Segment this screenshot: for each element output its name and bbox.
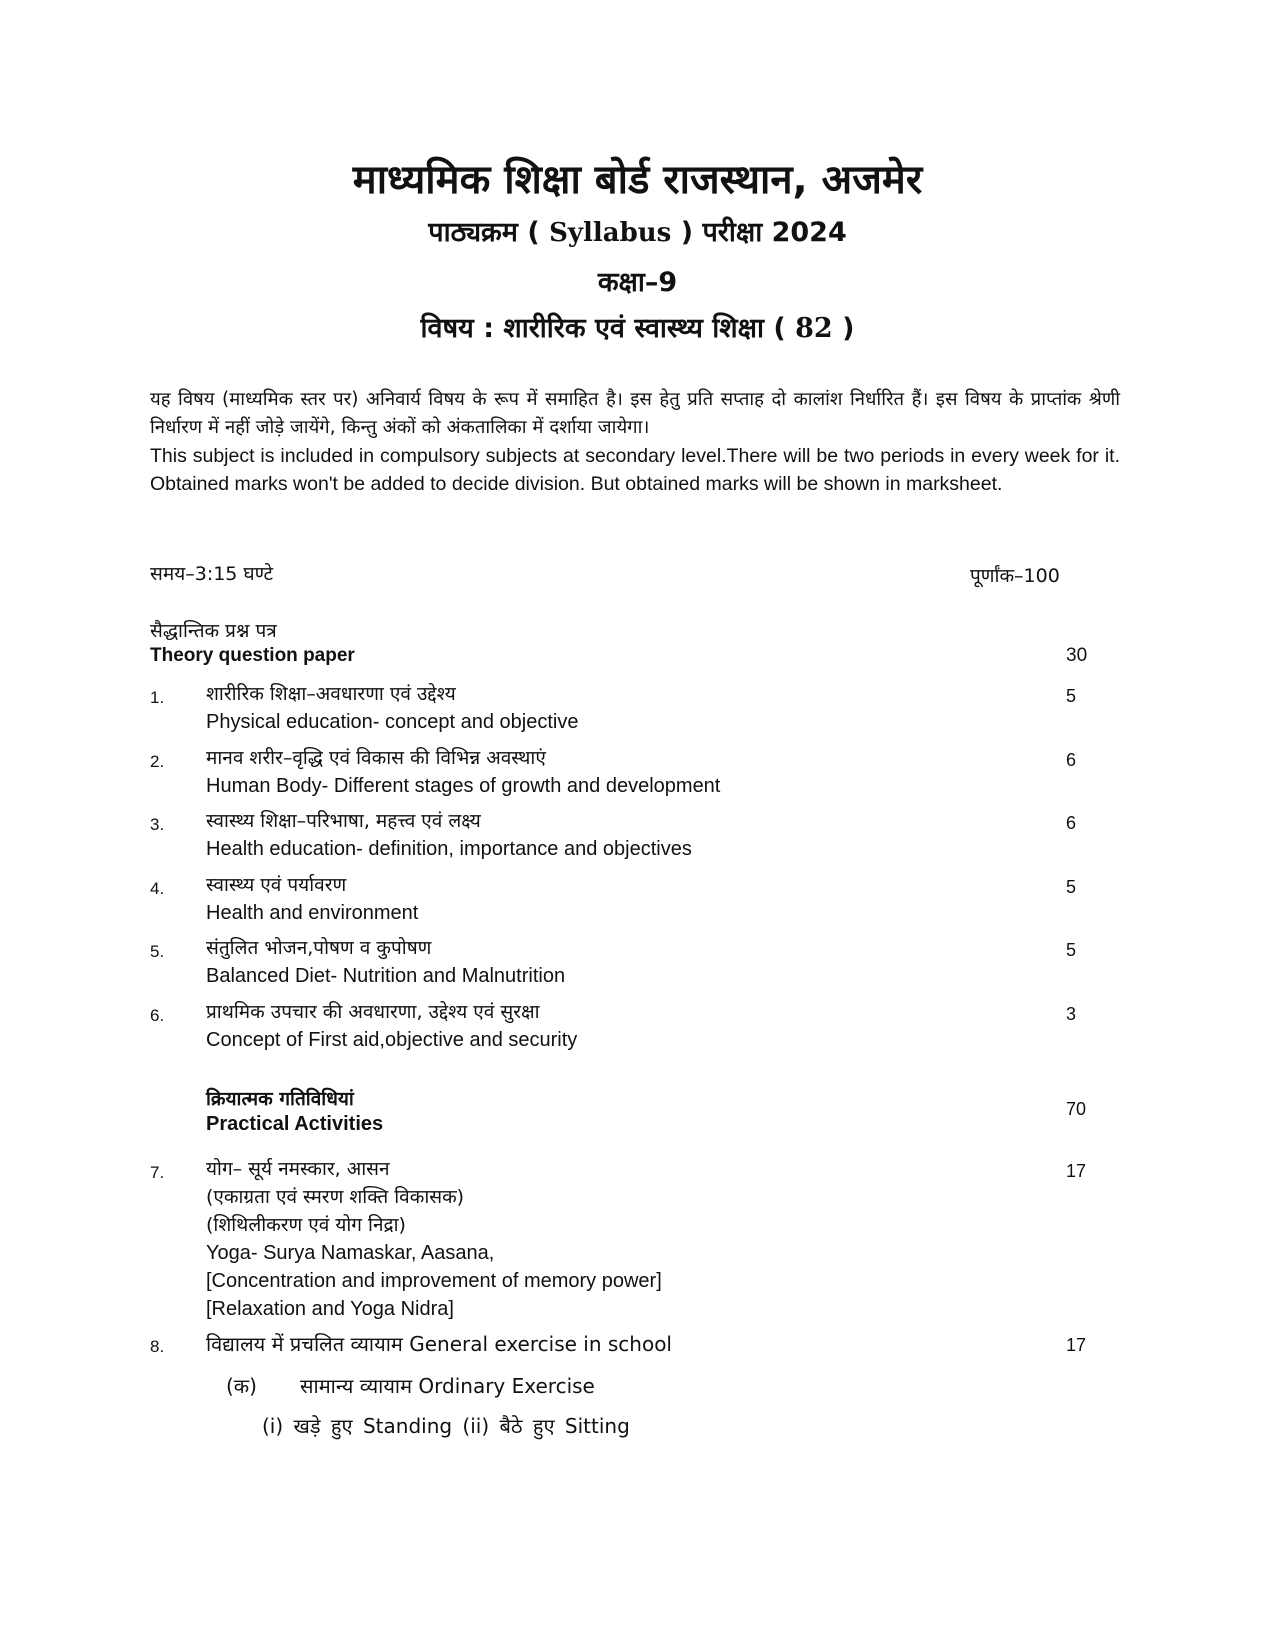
item-marks: 5 <box>1066 940 1077 960</box>
subitem-detail: (i) खड़े हुए Standing (ii) बैठे हुए Sitting <box>262 1414 630 1438</box>
subject-suffix: ) <box>842 313 855 344</box>
item-english: Concept of First aid,objective and security <box>206 1029 578 1051</box>
item7-line: [Concentration and improvement of memory power] <box>206 1270 662 1292</box>
item-marks: 6 <box>1066 750 1077 770</box>
subject-title <box>0 308 1275 345</box>
subject-prefix: विषय : शारीरिक एवं स्वास्थ्य शिक्षा ( <box>420 313 786 344</box>
item-marks: 17 <box>1066 1161 1087 1181</box>
item-marks: 5 <box>1066 686 1077 706</box>
item-english: Health education- definition, importance and objectives <box>206 838 692 860</box>
item7-line: (एकाग्रता एवं स्मरण शक्ति विकासक) <box>206 1186 465 1208</box>
item-english: Balanced Diet- Nutrition and Malnutrition <box>206 965 566 987</box>
exam-time: समय–3:15 घण्टे <box>150 563 274 585</box>
item7-line: (शिथिलीकरण एवं योग निद्रा) <box>206 1214 406 1236</box>
item-hindi: स्वास्थ्य एवं पर्यावरण <box>206 874 347 896</box>
intro-hindi: यह विषय (माध्यमिक स्तर पर) अनिवार्य विषय के रूप में समाहित है। इस हेतु प्रति सप्ताह दो कालांश निर्धारित हैं। इस विषय के प्राप्तांक श्रेणी निर्धारण में नहीं जोड़े जायेंगे, किन्तु अंकों को अंकतालिका में दर्शाया जायेगा। <box>150 389 1120 438</box>
theory-marks: 30 <box>1066 645 1088 666</box>
item-english: Human Body- Different stages of growth and development <box>206 775 721 797</box>
subject-code: 82 <box>795 313 833 344</box>
item-hindi: स्वास्थ्य शिक्षा–परिभाषा, महत्त्व एवं लक्ष्य <box>206 810 481 832</box>
syllabus-word: Syllabus <box>549 218 672 248</box>
practical-heading-english: Practical Activities <box>206 1113 384 1135</box>
item-marks: 17 <box>1066 1335 1087 1355</box>
item-text: विद्यालय में प्रचलित व्यायाम General exercise in school <box>206 1332 672 1356</box>
subitem-text: सामान्य व्यायाम Ordinary Exercise <box>300 1374 595 1398</box>
item-marks: 3 <box>1066 1004 1077 1024</box>
board-title: माध्यमिक शिक्षा बोर्ड राजस्थान, अजमेर <box>352 157 923 203</box>
item-number: 2. <box>150 752 165 771</box>
item-hindi: संतुलित भोजन,पोषण व कुपोषण <box>206 937 432 959</box>
item-number: 7. <box>150 1163 165 1182</box>
item-hindi: मानव शरीर–वृद्धि एवं विकास की विभिन्न अवस्थाएं <box>206 747 546 769</box>
item7-line: [Relaxation and Yoga Nidra] <box>206 1298 454 1320</box>
item-text <box>206 998 577 1054</box>
theory-heading-english: Theory question paper <box>150 645 355 666</box>
item-marks: 6 <box>1066 813 1077 833</box>
item-text <box>206 1155 662 1323</box>
item-number: 5. <box>150 942 165 961</box>
item-marks: 5 <box>1066 877 1077 897</box>
item7-line: योग– सूर्य नमस्कार, आसन <box>206 1158 390 1180</box>
item-text <box>206 934 565 990</box>
item-text <box>206 807 692 863</box>
item-text <box>206 871 418 927</box>
item-number: 3. <box>150 815 165 834</box>
subitem-label: (क) <box>226 1374 257 1398</box>
item-number: 6. <box>150 1006 165 1025</box>
item-english: Health and environment <box>206 902 419 924</box>
syllabus-subtitle <box>0 212 1275 249</box>
syllabus-suffix: ) परीक्षा 2024 <box>680 217 847 248</box>
item7-line: Yoga- Surya Namaskar, Aasana, <box>206 1242 495 1264</box>
item-text <box>206 744 720 800</box>
syllabus-prefix: पाठ्यक्रम ( <box>428 217 540 248</box>
intro-english: This subject is included in compulsory subjects at secondary level.There will be two periods in every week for it. Obtained marks won't be added to decide division. But obtained marks will be shown in marksheet. <box>150 445 1120 495</box>
practical-marks: 70 <box>1066 1099 1087 1119</box>
class-label: कक्षा–9 <box>597 267 678 298</box>
practical-heading-hindi: क्रियात्मक गतिविधियां <box>206 1088 354 1110</box>
item-hindi: शारीरिक शिक्षा–अवधारणा एवं उद्देश्य <box>206 683 456 705</box>
item-number: 1. <box>150 688 165 707</box>
max-marks: पूर्णांक–100 <box>970 565 1060 587</box>
item-english: Physical education- concept and objective <box>206 711 579 733</box>
theory-heading-hindi: सैद्धान्तिक प्रश्न पत्र <box>150 620 277 642</box>
item-number: 8. <box>150 1337 165 1356</box>
item-number: 4. <box>150 879 165 898</box>
item-text <box>206 680 578 736</box>
item-hindi: प्राथमिक उपचार की अवधारणा, उद्देश्य एवं सुरक्षा <box>206 1001 540 1023</box>
